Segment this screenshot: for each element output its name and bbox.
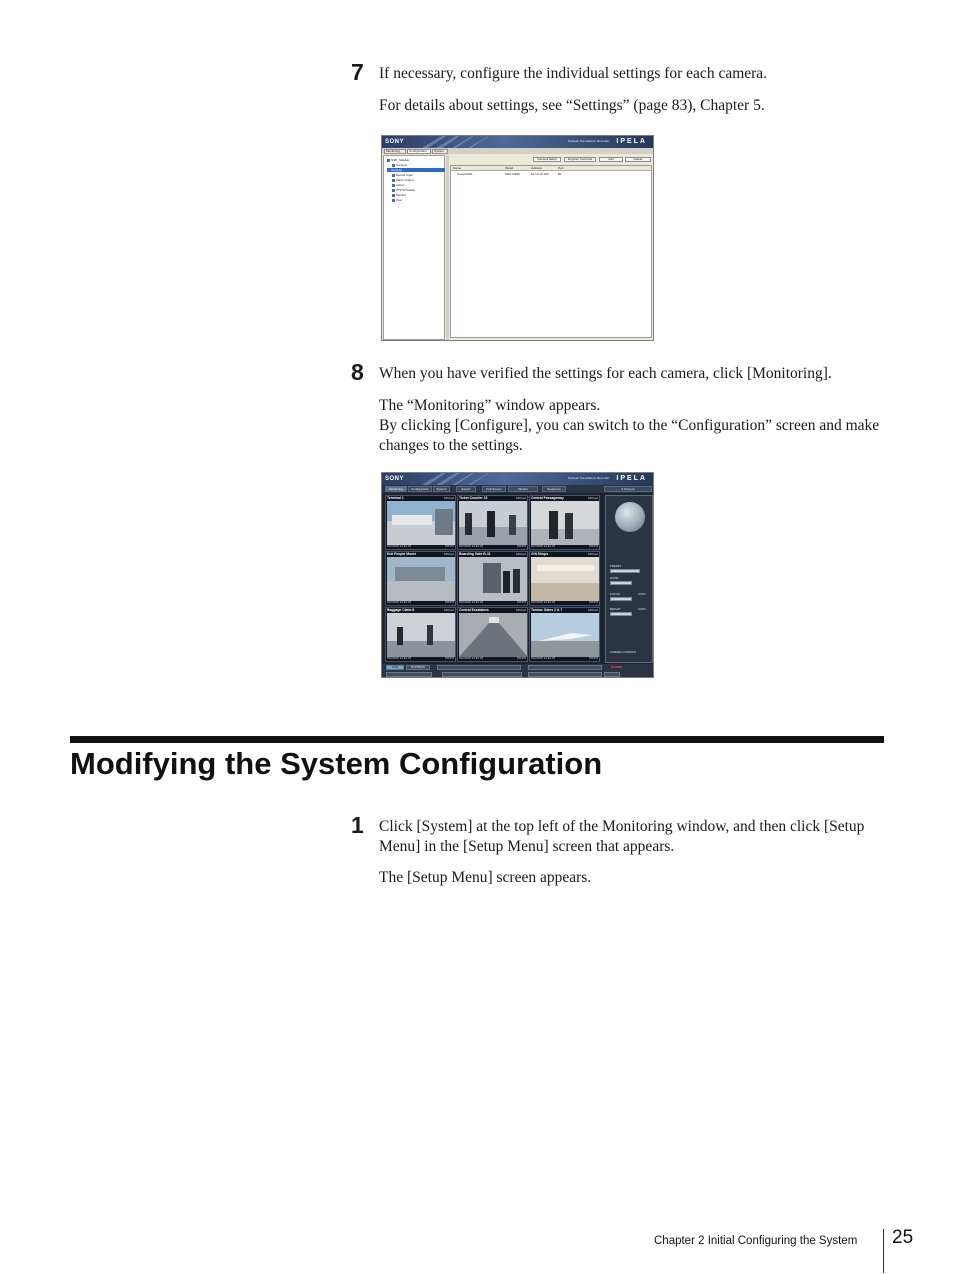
section-rule — [70, 736, 884, 743]
camera-bitrate: 64Kbps — [587, 496, 598, 500]
camera-view[interactable] — [385, 607, 456, 662]
tree-item-user[interactable]: User — [392, 198, 402, 202]
camera-control-label: CAMERA CONTROL — [610, 650, 637, 654]
camera-icon — [387, 169, 390, 172]
cell-model: SNC-RZ30 — [505, 172, 520, 176]
camera-view[interactable] — [385, 551, 456, 606]
column-header-port[interactable]: Port — [558, 166, 564, 170]
delete-button[interactable]: Delete — [625, 157, 651, 162]
bright-label: BRIGHT — [610, 607, 621, 611]
preset-select[interactable] — [610, 569, 640, 573]
layout-select[interactable]: 4 Camera — [604, 486, 652, 492]
camera-image — [531, 613, 600, 657]
camera-view[interactable] — [457, 551, 528, 606]
camera-timestamp: 01/15/06 14:40:15 — [459, 544, 484, 548]
monitor-button[interactable]: Monitor — [508, 486, 538, 492]
camera-title: Boarding Gate B-31 — [459, 552, 491, 556]
step-number-1: 1 — [351, 812, 364, 838]
camera-bitrate: 64Kbps — [515, 496, 526, 500]
export-button[interactable]: Export — [456, 486, 476, 492]
camera-view[interactable] — [457, 607, 528, 662]
alarm-icon — [392, 179, 395, 182]
camera-view[interactable] — [385, 495, 456, 550]
cell-address: 10.10.10.100 — [531, 172, 549, 176]
camera-select[interactable] — [386, 672, 432, 677]
camera-timestamp: 01/15/06 14:40:15 — [459, 656, 484, 660]
device-tree — [383, 155, 445, 340]
camera-fps: 15FPS — [516, 600, 526, 604]
camera-bitrate: 64Kbps — [587, 608, 598, 612]
camera-timestamp: 01/15/06 14:40:15 — [531, 600, 556, 604]
ipela-logo: IPELA — [616, 475, 647, 482]
tab-monitoring[interactable]: Monitoring — [385, 486, 407, 492]
camera-view[interactable] — [529, 551, 600, 606]
tab-system[interactable]: System — [433, 486, 450, 492]
camera-image — [459, 557, 528, 601]
tree-item-camera[interactable]: Camera — [392, 163, 407, 167]
column-header-address[interactable]: Address — [531, 166, 543, 170]
footer-chapter: Chapter 2 Initial Configuring the System — [654, 1235, 858, 1247]
camera-title: Central Escalators — [459, 608, 489, 612]
monitor-icon — [392, 194, 395, 197]
cell-port: 80 — [558, 172, 562, 176]
camera-fps: 15FPS — [588, 656, 598, 660]
camera-bitrate: 64Kbps — [515, 608, 526, 612]
camera-image — [531, 557, 600, 601]
banner-graphic — [422, 136, 512, 148]
step-7-text: If necessary, configure the individual settings for each camera. — [379, 65, 768, 82]
camera-title: Terminal 1 — [387, 496, 404, 500]
step-8-text: When you have verified the settings for each camera, click [Monitoring]. — [379, 365, 832, 382]
step-7-details: For details about settings, see “Settings” (page 83), Chapter 5. — [379, 97, 765, 114]
zoom-label: ZOOM — [610, 576, 619, 580]
ptz-direction-pad[interactable] — [615, 502, 645, 532]
bright-control[interactable] — [610, 612, 632, 616]
camera-fps: 15FPS — [516, 544, 526, 548]
focus-label: FOCUS — [610, 592, 620, 596]
camera-fps: 15FPS — [588, 600, 598, 604]
tree-item-alarm-output[interactable]: Alarm Output — [392, 178, 414, 182]
step-1-result: The [Setup Menu] screen appears. — [379, 869, 592, 886]
camera-image — [531, 501, 600, 545]
date-search-field[interactable] — [528, 672, 602, 677]
configuration-window-screenshot — [381, 135, 654, 341]
playback-button[interactable]: PLAYBACK — [406, 665, 430, 670]
column-header-name[interactable]: Name — [453, 166, 462, 170]
schedule-icon — [392, 189, 395, 192]
tab-system[interactable]: System — [432, 149, 448, 154]
camera-timestamp: 01/15/06 14:40:15 — [387, 600, 412, 604]
camera-table — [450, 165, 652, 338]
folder-icon — [387, 159, 390, 162]
monitoring-window-screenshot — [381, 472, 654, 678]
camera-bitrate: 64Kbps — [587, 552, 598, 556]
step-number-7: 7 — [351, 59, 364, 85]
preset-label: PRESET — [610, 564, 622, 568]
camera-fps: 15FPS — [516, 656, 526, 660]
step-8-note: By clicking [Configure], you can switch to the “Configuration” screen and make changes to the settings. — [379, 417, 880, 454]
camera-title: Ticket Counter 15 — [459, 496, 488, 500]
banner-graphic — [422, 473, 512, 485]
add-button[interactable]: Add — [599, 157, 623, 162]
camera-bitrate: 64Kbps — [443, 496, 454, 500]
camera-grid — [385, 495, 602, 663]
camera-timestamp: 01/15/06 14:40:15 — [387, 656, 412, 660]
monitoring-toolbar — [382, 485, 653, 493]
tree-item-action[interactable]: Action — [392, 183, 404, 187]
export-clip-button[interactable] — [604, 672, 620, 677]
zoom-control[interactable] — [610, 581, 632, 585]
tab-configuration[interactable]: Configuration — [407, 149, 431, 154]
footer-divider — [883, 1229, 884, 1273]
camera-title: Central Passageway — [531, 496, 564, 500]
tree-item-camera-selected[interactable]: Camera — [387, 168, 445, 172]
bright-auto-label: AUTO — [638, 607, 646, 611]
seek-slider[interactable] — [442, 672, 522, 677]
playback-bar — [382, 664, 653, 678]
register-cameras-button[interactable]: Register Cameras — [564, 157, 596, 162]
main-tab-bar — [382, 148, 653, 154]
camera-view[interactable] — [457, 495, 528, 550]
camera-fps: 15FPS — [444, 656, 454, 660]
camera-title: Exit People Mover — [387, 552, 417, 556]
camera-image — [459, 613, 528, 657]
step-1-text: Click [System] at the top left of the Monitoring window, and then click [Setup Menu] in the [Setup Menu] screen that appears. — [379, 818, 865, 855]
camera-view[interactable] — [529, 495, 600, 550]
tab-configuration[interactable]: Configuration — [408, 486, 432, 492]
camera-fps: 15FPS — [444, 544, 454, 548]
camera-fps: 15FPS — [444, 600, 454, 604]
camera-bitrate: 64Kbps — [443, 552, 454, 556]
column-header-model[interactable]: Model — [505, 166, 514, 170]
focus-auto-label: AUTO — [638, 592, 646, 596]
tree-item-root[interactable]: NSR_Sidebar — [387, 158, 409, 162]
camera-bitrate: 64Kbps — [515, 552, 526, 556]
step-number-8: 8 — [351, 359, 364, 385]
camera-image — [387, 557, 456, 601]
camera-bitrate: 64Kbps — [443, 608, 454, 612]
camera-image — [387, 501, 456, 545]
live-button[interactable]: LIVE — [386, 665, 404, 670]
frame-controls[interactable] — [528, 665, 602, 670]
page-number: 25 — [892, 1227, 914, 1248]
user-icon — [392, 199, 395, 202]
cell-name: Camera001 — [457, 172, 473, 176]
camera-title: Gift Shops — [531, 552, 549, 556]
camera-image — [459, 501, 528, 545]
product-name: Network Surveillance Recorder — [568, 476, 610, 480]
camera-image — [387, 613, 456, 657]
tab-monitoring[interactable]: Monitoring — [384, 149, 406, 154]
camera-setup-button[interactable]: Camera Setup — [533, 157, 561, 162]
app-banner — [382, 136, 653, 148]
sony-logo: SONY — [385, 139, 405, 145]
tree-item-ptz-schedule[interactable]: PTZ Schedule — [392, 188, 415, 192]
camera-view[interactable] — [529, 607, 600, 662]
tree-item-monitor[interactable]: Monitor — [392, 193, 406, 197]
step-8-result: The “Monitoring” window appears. — [379, 397, 601, 414]
camera-icon — [392, 164, 395, 167]
camera-timestamp: 01/15/06 14:40:15 — [387, 544, 412, 548]
sony-logo: SONY — [385, 476, 405, 482]
product-name: Network Surveillance Recorder — [568, 139, 610, 143]
camera-control-panel — [605, 495, 653, 663]
table-header — [451, 166, 651, 171]
playback-controls[interactable] — [437, 665, 521, 670]
camera-timestamp: 01/15/06 14:40:15 — [531, 656, 556, 660]
camera-title: Baggage Claim 8 — [387, 608, 415, 612]
app-banner — [382, 473, 653, 485]
alarm-indicator[interactable]: ALARM — [611, 665, 622, 669]
section-title: Modifying the System Configuration — [70, 746, 603, 781]
full-screen-button[interactable]: Full Screen — [482, 486, 506, 492]
camera-timestamp: 01/15/06 14:40:15 — [459, 600, 484, 604]
camera-list-pane — [449, 155, 654, 340]
focus-control[interactable] — [610, 597, 632, 601]
sensor-icon — [392, 174, 395, 177]
action-icon — [392, 184, 395, 187]
ipela-logo: IPELA — [616, 138, 647, 145]
camera-title: Tarmac Gates 2 & 7 — [531, 608, 563, 612]
sequence-button[interactable]: Sequence — [542, 486, 566, 492]
camera-timestamp: 01/15/06 14:40:15 — [531, 544, 556, 548]
tree-item-sensor-input[interactable]: Sensor Input — [392, 173, 413, 177]
camera-fps: 15FPS — [588, 544, 598, 548]
